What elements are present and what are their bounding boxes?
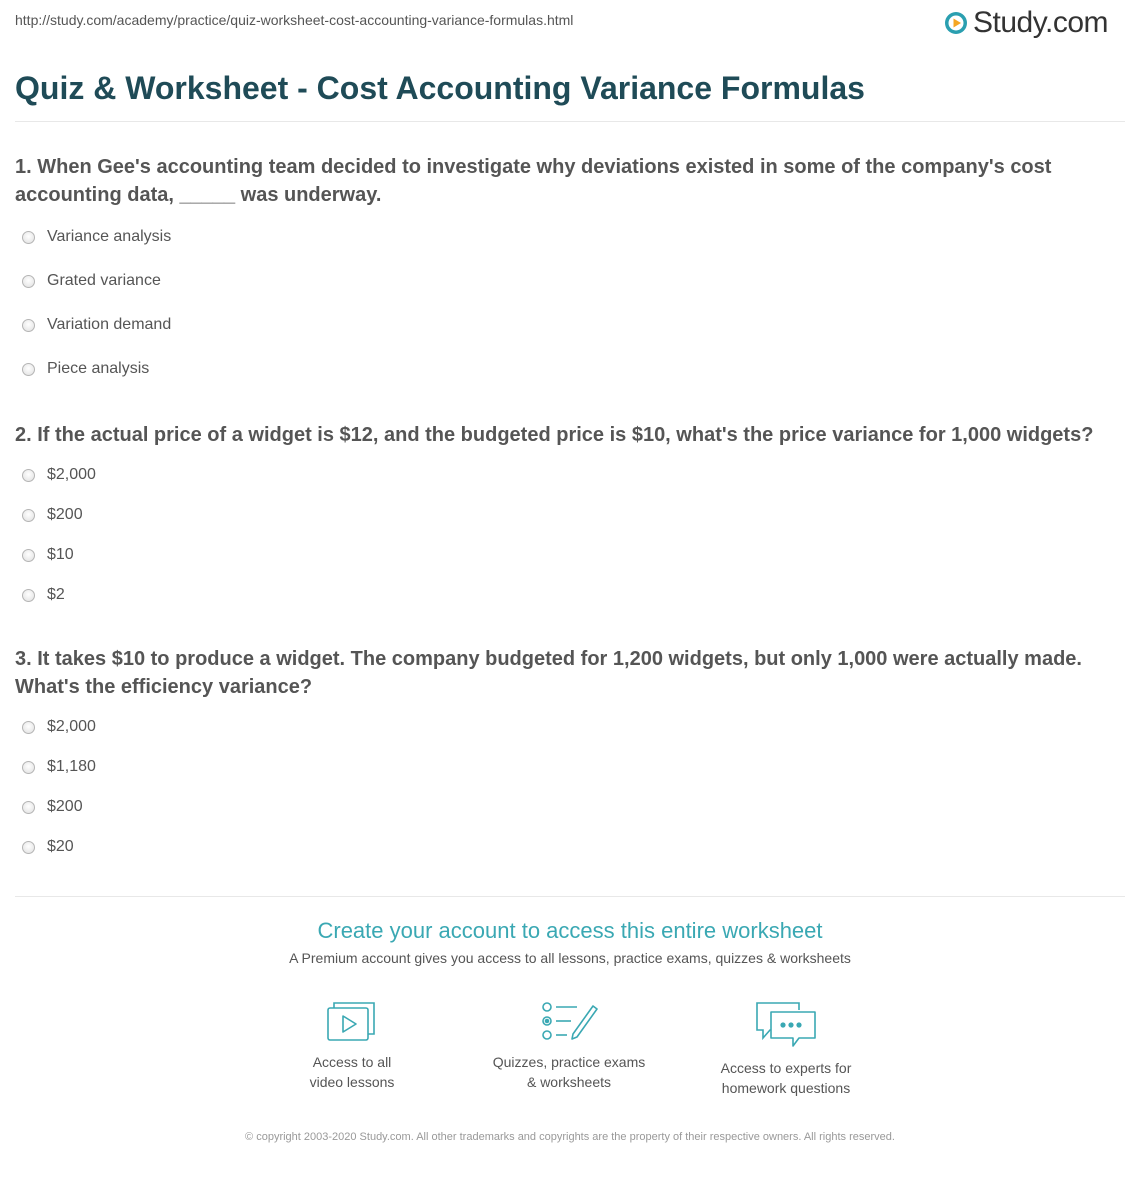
radio-button[interactable] <box>22 801 35 814</box>
answer-option[interactable] <box>22 838 96 878</box>
copyright-notice: © copyright 2003-2020 Study.com. All other trademarks and copyrights are the property of their respective owners. All rights reserved. <box>245 1131 895 1143</box>
question-3-options <box>22 718 96 878</box>
answer-option[interactable] <box>22 228 171 272</box>
divider <box>15 896 1125 897</box>
feature-label-line: video lessons <box>309 1074 395 1090</box>
radio-button[interactable] <box>22 275 35 288</box>
answer-label: Variance analysis <box>47 228 172 245</box>
radio-button[interactable] <box>22 761 35 774</box>
page-title: Quiz & Worksheet - Cost Accounting Variance Formulas <box>15 70 865 106</box>
question-1-options <box>22 228 171 404</box>
answer-label: Piece analysis <box>47 360 150 377</box>
radio-button[interactable] <box>22 509 35 522</box>
study-logo[interactable] <box>944 8 1108 38</box>
question-1: 1. When Gee's accounting team decided to investigate why deviations existed in some of the company's cost accounting data, _____ was underway. <box>15 156 1052 206</box>
answer-label: Variation demand <box>47 316 172 333</box>
feature-label-line: Access to experts for <box>720 1060 852 1076</box>
answer-option[interactable] <box>22 466 96 506</box>
answer-option[interactable] <box>22 546 96 586</box>
answer-label: $200 <box>47 798 83 815</box>
question-2: 2. If the actual price of a widget is $12, and the budgeted price is $10, what's the price variance for 1,000 widgets? <box>15 424 1094 446</box>
radio-button[interactable] <box>22 721 35 734</box>
answer-option[interactable] <box>22 758 96 798</box>
question-2-options <box>22 466 96 626</box>
answer-label: $2 <box>47 586 65 603</box>
answer-label: $20 <box>47 838 74 855</box>
chat-bubbles-icon <box>753 1000 819 1050</box>
video-lessons-icon <box>326 1000 378 1044</box>
premium-description: A Premium account gives you access to all lessons, practice exams, quizzes & worksheets <box>289 950 851 966</box>
answer-label: $2,000 <box>47 466 96 483</box>
quiz-checklist-icon <box>539 1000 599 1044</box>
radio-button[interactable] <box>22 589 35 602</box>
feature-label-line: homework questions <box>721 1080 851 1096</box>
answer-option[interactable] <box>22 316 171 360</box>
radio-button[interactable] <box>22 841 35 854</box>
question-3: 3. It takes $10 to produce a widget. The company budgeted for 1,200 widgets, but only 1,000 were actually made. What's the efficiency variance? <box>15 648 1082 698</box>
create-account-link[interactable]: Create your account to access this entire worksheet <box>317 918 823 943</box>
answer-label: Grated variance <box>47 272 161 289</box>
radio-button[interactable] <box>22 469 35 482</box>
answer-option[interactable] <box>22 798 96 838</box>
logo-text: Study.com <box>973 6 1108 39</box>
feature-label-line: Quizzes, practice exams <box>492 1054 646 1070</box>
radio-button[interactable] <box>22 549 35 562</box>
answer-option[interactable] <box>22 360 171 404</box>
radio-button[interactable] <box>22 363 35 376</box>
divider <box>15 121 1125 122</box>
answer-label: $200 <box>47 506 83 523</box>
radio-button[interactable] <box>22 319 35 332</box>
feature-quizzes <box>469 1000 669 1092</box>
answer-option[interactable] <box>22 272 171 316</box>
feature-video-lessons <box>252 1000 452 1092</box>
feature-label-line: Access to all <box>312 1054 392 1070</box>
feature-experts <box>686 1000 886 1098</box>
answer-label: $1,180 <box>47 758 96 775</box>
answer-option[interactable] <box>22 506 96 546</box>
play-circle-icon <box>944 11 968 35</box>
answer-option[interactable] <box>22 586 96 626</box>
radio-button[interactable] <box>22 231 35 244</box>
answer-label: $2,000 <box>47 718 96 735</box>
feature-label-line: & worksheets <box>526 1074 612 1090</box>
answer-option[interactable] <box>22 718 96 758</box>
page-url: http://study.com/academy/practice/quiz-worksheet-cost-accounting-variance-formulas.html <box>15 12 574 28</box>
answer-label: $10 <box>47 546 74 563</box>
